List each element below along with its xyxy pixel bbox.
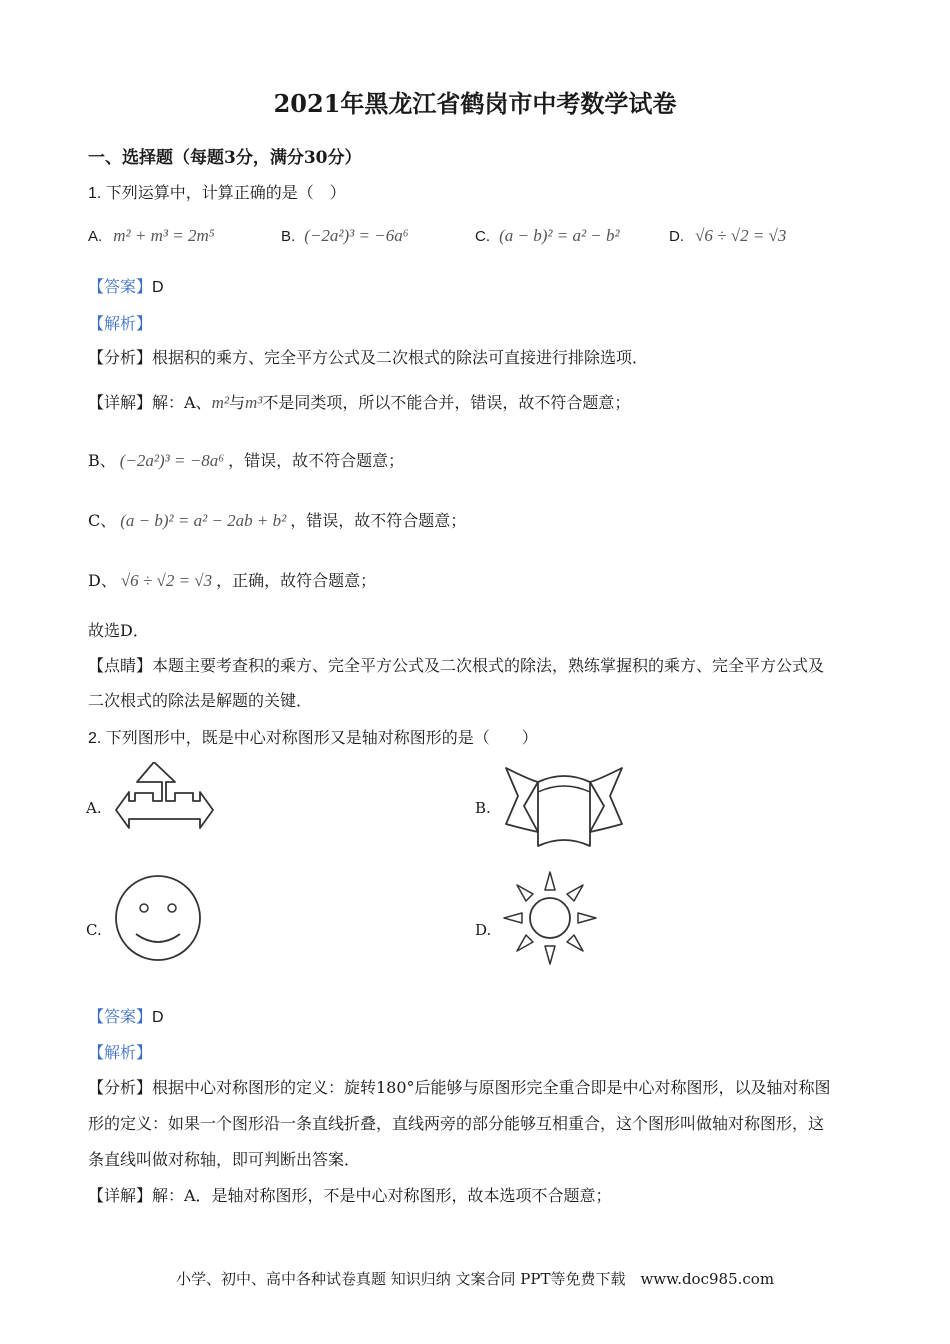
detail-suffix: ，正确，故符合题意； [216, 571, 377, 590]
detail-connector: 与 [228, 393, 245, 412]
footer-text: 小学、初中、高中各种试卷真题 知识归纳 文案合同 PPT等免费下载 www.doc985.com [175, 1270, 775, 1288]
detail-suffix: ，错误，故不符合题意； [228, 451, 405, 470]
q2-label-d: D. [475, 921, 492, 939]
answer-tag: 【答案】 [88, 1009, 153, 1026]
q1-analysis-tag: 【解析】 [88, 316, 153, 333]
q1-option-b [281, 226, 409, 246]
q1-detail-c [88, 508, 466, 531]
q1-dianjing-line1: 【点睛】本题主要考查积的乘方、完全平方公式及二次根式的除法，熟练掌握积的乘方、完全平方公式及 [88, 656, 825, 675]
detail-suffix: ，错误，故不符合题意； [290, 511, 467, 530]
option-label: C. [475, 228, 490, 245]
q2-label-b: B. [475, 799, 491, 817]
q1-dianjing-line2: 二次根式的除法是解题的关键． [88, 691, 313, 710]
q1-fenxi: 【分析】根据积的乘方、完全平方公式及二次根式的除法可直接进行排除选项． [88, 348, 649, 367]
detail-prefix: C、 [88, 511, 117, 530]
option-expression: m² + m³ = 2m⁵ [113, 226, 215, 245]
q2-label-c: C. [86, 921, 102, 939]
q1-option-d [669, 226, 786, 246]
option-label: D. [669, 228, 684, 245]
answer-tag: 【答案】 [88, 279, 153, 296]
q1-option-a [88, 226, 215, 246]
q1-detail-a [88, 390, 630, 413]
detail-prefix: D、 [88, 571, 117, 590]
sun-icon [502, 870, 598, 966]
detail-math: (a − b)² = a² − 2ab + b² [120, 511, 287, 530]
detail-prefix: 【详解】解：A、 [88, 393, 212, 412]
smiley-face-icon [114, 874, 202, 962]
three-way-arrow-icon [113, 762, 215, 844]
q1-conclusion: 故选D． [88, 621, 149, 640]
detail-math: √6 ÷ √2 = √3 [120, 571, 213, 590]
q1-stem: 1. 下列运算中，计算正确的是（ ） [88, 185, 346, 202]
option-expression: (a − b)² = a² − b² [499, 226, 620, 245]
detail-prefix: B、 [88, 451, 116, 470]
answer-value: D [152, 279, 164, 296]
q2-answer [88, 1004, 164, 1027]
detail-math: m² [211, 393, 229, 412]
page-title: 2021年黑龙江省鹤岗市中考数学试卷 [273, 89, 677, 118]
option-expression: √6 ÷ √2 = √3 [695, 226, 787, 245]
q2-fenxi-line3: 条直线叫做对称轴，即可判断出答案． [88, 1150, 361, 1169]
ribbon-banner-icon [500, 762, 628, 858]
q1-detail-d [88, 568, 376, 591]
q2-fenxi-line2: 形的定义：如果一个图形沿一条直线折叠，直线两旁的部分能够互相重合，这个图形叫做轴对称图形，这 [88, 1114, 825, 1133]
q2-stem: 2. 下列图形中，既是中心对称图形又是轴对称图形的是（ ） [88, 730, 538, 747]
q2-detail: 【详解】解：A．是轴对称图形，不是中心对称图形，故本选项不合题意； [88, 1186, 612, 1205]
detail-suffix: 不是同类项，所以不能合并，错误，故不符合题意； [262, 393, 631, 412]
option-label: B. [281, 228, 296, 245]
answer-value: D [152, 1009, 164, 1026]
q2-fenxi-line1: 【分析】根据中心对称图形的定义：旋转180°后能够与原图形完全重合即是中心对称图形，以及轴对称图 [88, 1078, 831, 1097]
option-expression: (−2a²)³ = −6a⁶ [304, 226, 409, 245]
section-heading: 一、选择题（每题3分，满分30分） [88, 148, 362, 168]
option-label: A. [88, 228, 103, 245]
detail-math: m³ [244, 393, 263, 412]
q1-detail-b [88, 448, 404, 471]
q2-analysis-tag: 【解析】 [88, 1045, 153, 1062]
q2-label-a: A. [86, 799, 102, 817]
q1-option-c [475, 226, 620, 246]
detail-math: (−2a²)³ = −8a⁶ [119, 451, 225, 470]
q1-answer [88, 274, 164, 297]
